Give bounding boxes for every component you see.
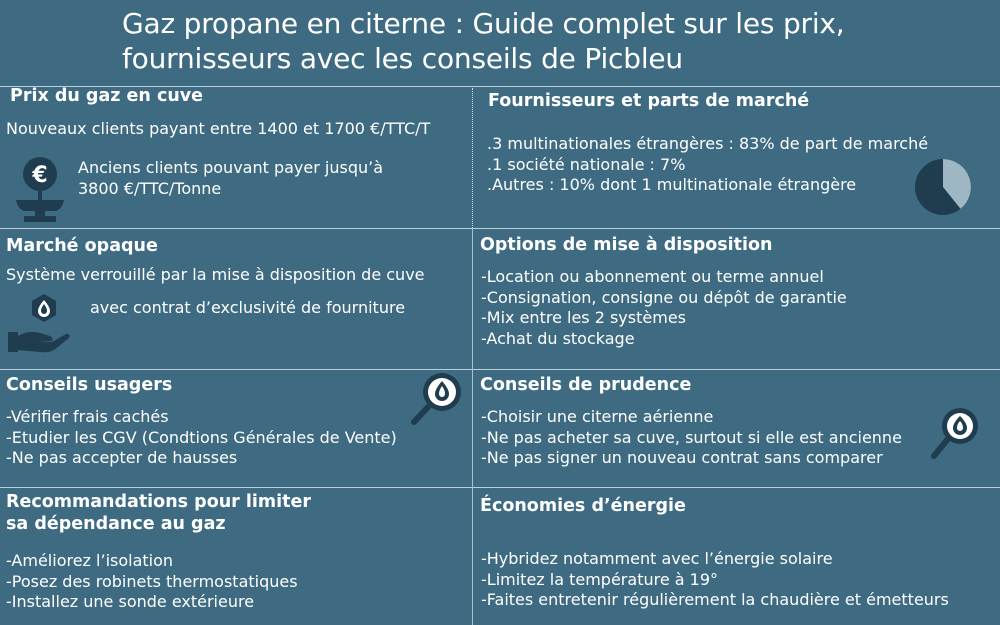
svg-text:€: €: [32, 163, 48, 188]
section-economies-heading: Économies d’énergie: [480, 496, 686, 516]
list-item: -Installez une sonde extérieure: [6, 592, 255, 611]
section-economies: [480, 495, 686, 517]
usagers-list: [6, 407, 397, 469]
prix-nouveaux-clients: Nouveaux clients payant entre 1400 et 1700 €/TTC/T: [6, 119, 431, 138]
pie-chart-icon: [913, 157, 973, 217]
list-item: -Achat du stockage: [481, 328, 635, 348]
divider-column-top: [472, 88, 474, 228]
section-prudence: [480, 374, 691, 396]
list-item: .Autres : 10% dont 1 multinationale étrangère: [487, 175, 857, 194]
title-line-2: fournisseurs avec les conseils de Picbleu: [122, 42, 683, 75]
section-marche-heading: Marché opaque: [6, 236, 158, 256]
list-item: -Limitez la température à 19°: [481, 569, 719, 589]
list-item: -Location ou abonnement ou terme annuel: [481, 267, 824, 286]
divider-column: [472, 228, 473, 625]
magnifier-gas-drop-icon: [410, 370, 466, 428]
section-usagers-heading: Conseils usagers: [6, 375, 173, 395]
economies-list: [481, 549, 949, 611]
options-list: [481, 267, 847, 349]
euro-scale-icon: [10, 153, 72, 225]
list-item: -Faites entretenir régulièrement la chaudière et émetteurs: [481, 590, 949, 609]
prix-anciens-clients-1: Anciens clients pouvant payer jusqu’à: [78, 158, 384, 177]
section-usagers: [6, 374, 172, 396]
section-recommandations-heading-1: Recommandations pour limiter: [6, 492, 311, 512]
section-options: [480, 234, 773, 256]
page-title: [122, 6, 992, 76]
list-item: -Ne pas acheter sa cuve, surtout si elle est ancienne: [481, 427, 902, 447]
marche-line-2: avec contrat d’exclusivité de fourniture: [90, 298, 406, 317]
recommandations-list: [6, 551, 298, 613]
section-options-heading: Options de mise à disposition: [480, 235, 773, 255]
list-item: -Vérifier frais cachés: [6, 407, 169, 426]
divider-row-1: [0, 228, 1000, 229]
section-fournisseurs: [488, 90, 809, 112]
list-item: -Choisir une citerne aérienne: [481, 407, 714, 426]
marche-line-1: Système verrouillé par la mise à disposition de cuve: [6, 265, 425, 284]
list-item: -Etudier les CGV (Condtions Générales de Vente): [6, 427, 397, 447]
section-prudence-heading: Conseils de prudence: [480, 375, 692, 395]
prudence-list: [481, 407, 902, 469]
list-item: -Consignation, consigne ou dépôt de garantie: [481, 287, 847, 307]
list-item: -Améliorez l’isolation: [6, 551, 174, 570]
list-item: -Mix entre les 2 systèmes: [481, 308, 686, 327]
list-item: -Ne pas signer un nouveau contrat sans comparer: [481, 448, 883, 467]
prix-anciens-clients-2: 3800 €/TTC/Tonne: [78, 179, 222, 198]
magnifier-gas-drop-icon: [930, 404, 982, 462]
section-marche: [6, 235, 158, 257]
fournisseurs-list: [487, 134, 928, 196]
section-recommandations: [6, 491, 311, 535]
list-item: -Hybridez notamment avec l’énergie solaire: [481, 549, 833, 568]
divider-row-3: [0, 487, 1000, 488]
section-prix: [10, 85, 203, 107]
title-line-1: Gaz propane en citerne : Guide complet sur les prix,: [122, 7, 845, 40]
hand-gas-drop-icon: [6, 290, 72, 356]
list-item: .3 multinationales étrangères : 83% de part de marché: [487, 134, 929, 153]
list-item: -Posez des robinets thermostatiques: [6, 571, 298, 591]
list-item: -Ne pas accepter de hausses: [6, 448, 238, 467]
section-fournisseurs-heading: Fournisseurs et parts de marché: [488, 91, 810, 111]
section-prix-heading: Prix du gaz en cuve: [10, 86, 204, 106]
section-recommandations-heading-2: sa dépendance au gaz: [6, 514, 226, 534]
list-item: .1 société nationale : 7%: [487, 154, 686, 174]
divider-row-2: [0, 369, 1000, 370]
